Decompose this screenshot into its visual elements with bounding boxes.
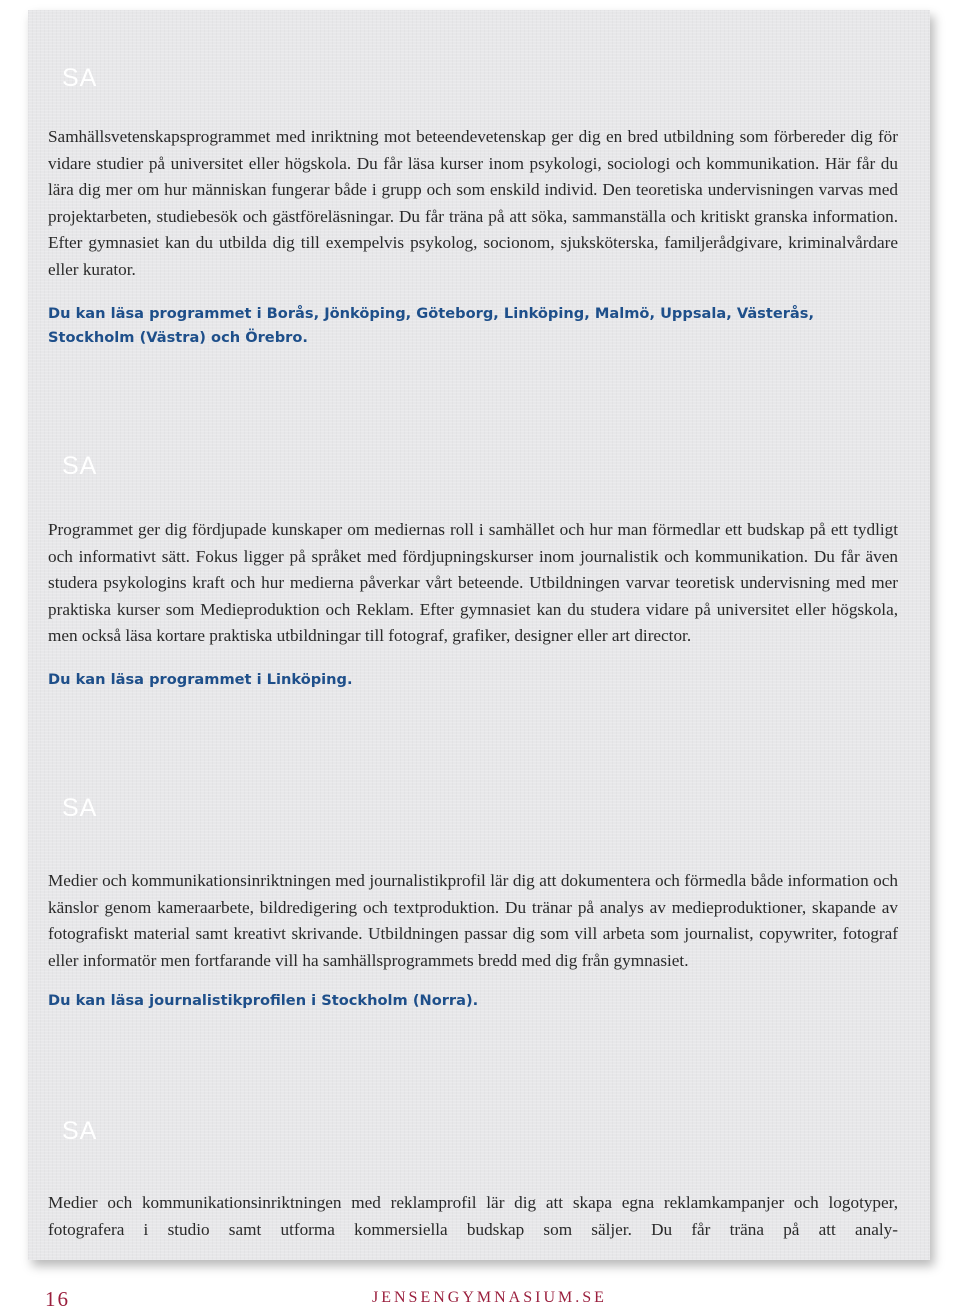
section-tag: SA <box>62 1117 98 1145</box>
program-description: Programmet ger dig fördjupade kunskaper om mediernas roll i samhället och hur man förmedlar ett budskap på ett tydligt och informativt sätt. Fokus ligger på språket med fördjupningskurser inom journalistik och kommunikation. Du får även studera psykologins kraft och hur medierna påverkar vårt beteende. Utbildningen varvar teoretisk undervisning med mer praktiska kurser som Medieproduktion och Reklam. Efter gymnasiet kan du studera vidare på universitet eller högskola, men också läsa kortare praktiska utbildningar till fotograf, grafiker, designer eller art director. <box>48 520 898 646</box>
program-locations: Du kan läsa journalistikprofilen i Stockholm (Norra). <box>48 992 479 1010</box>
program-description: Samhällsvetenskapsprogrammet med inriktning mot beteendevetenskap ger dig en bred utbildning som förbereder dig för vidare studier på universitet eller högskola. Du får läsa kurser inom psykologi, sociologi och kommunikation. Här får du lära dig mer om hur människan fungerar både i grupp och som enskild individ. Den teoretiska undervisningen varvas med projektarbeten, studiebesök och gästföreläsningar. Du får träna på att söka, sammanställa och kritiskt granska information. Efter gymnasiet kan du utbilda dig till exempelvis psykolog, socionom, sjuksköterska, familjerådgivare, kriminalvårdare eller kurator. <box>48 127 898 279</box>
program-locations: Du kan läsa programmet i Borås, Jönköping, Göteborg, Linköping, Malmö, Uppsala, Västerås, Stockholm (Västra) och Örebro. <box>48 304 815 346</box>
program-section <box>48 124 898 350</box>
section-tag: SA <box>62 64 98 92</box>
program-section <box>48 868 898 1013</box>
website-link[interactable]: JENSENGYMNASIUM.SE <box>372 1289 607 1306</box>
program-description: Medier och kommunikationsinriktningen med reklamprofil lär dig att skapa egna reklamkampanjer och logotyper, fotografera i studio samt utforma kommersiella budskap som säljer. Du får träna på att analy- <box>48 1193 898 1239</box>
section-tag: SA <box>62 794 98 822</box>
section-tag: SA <box>62 452 98 480</box>
program-section <box>48 517 898 692</box>
page-number: 16 <box>45 1287 70 1311</box>
program-locations: Du kan läsa programmet i Linköping. <box>48 670 353 688</box>
program-description: Medier och kommunikationsinriktningen med journalistikprofil lär dig att dokumentera och förmedla både information och känslor genom kameraarbete, bildredigering och textproduktion. Du tränar på analys av medieproduktioner, skapande av fotografiskt material samt kreativt skrivande. Utbildningen passar dig som vill arbeta som journalist, copywriter, fotograf eller informatör men fortfarande vill ha samhällsprogrammets bredd med dig från gymnasiet. <box>48 871 898 970</box>
program-section <box>48 1190 898 1243</box>
